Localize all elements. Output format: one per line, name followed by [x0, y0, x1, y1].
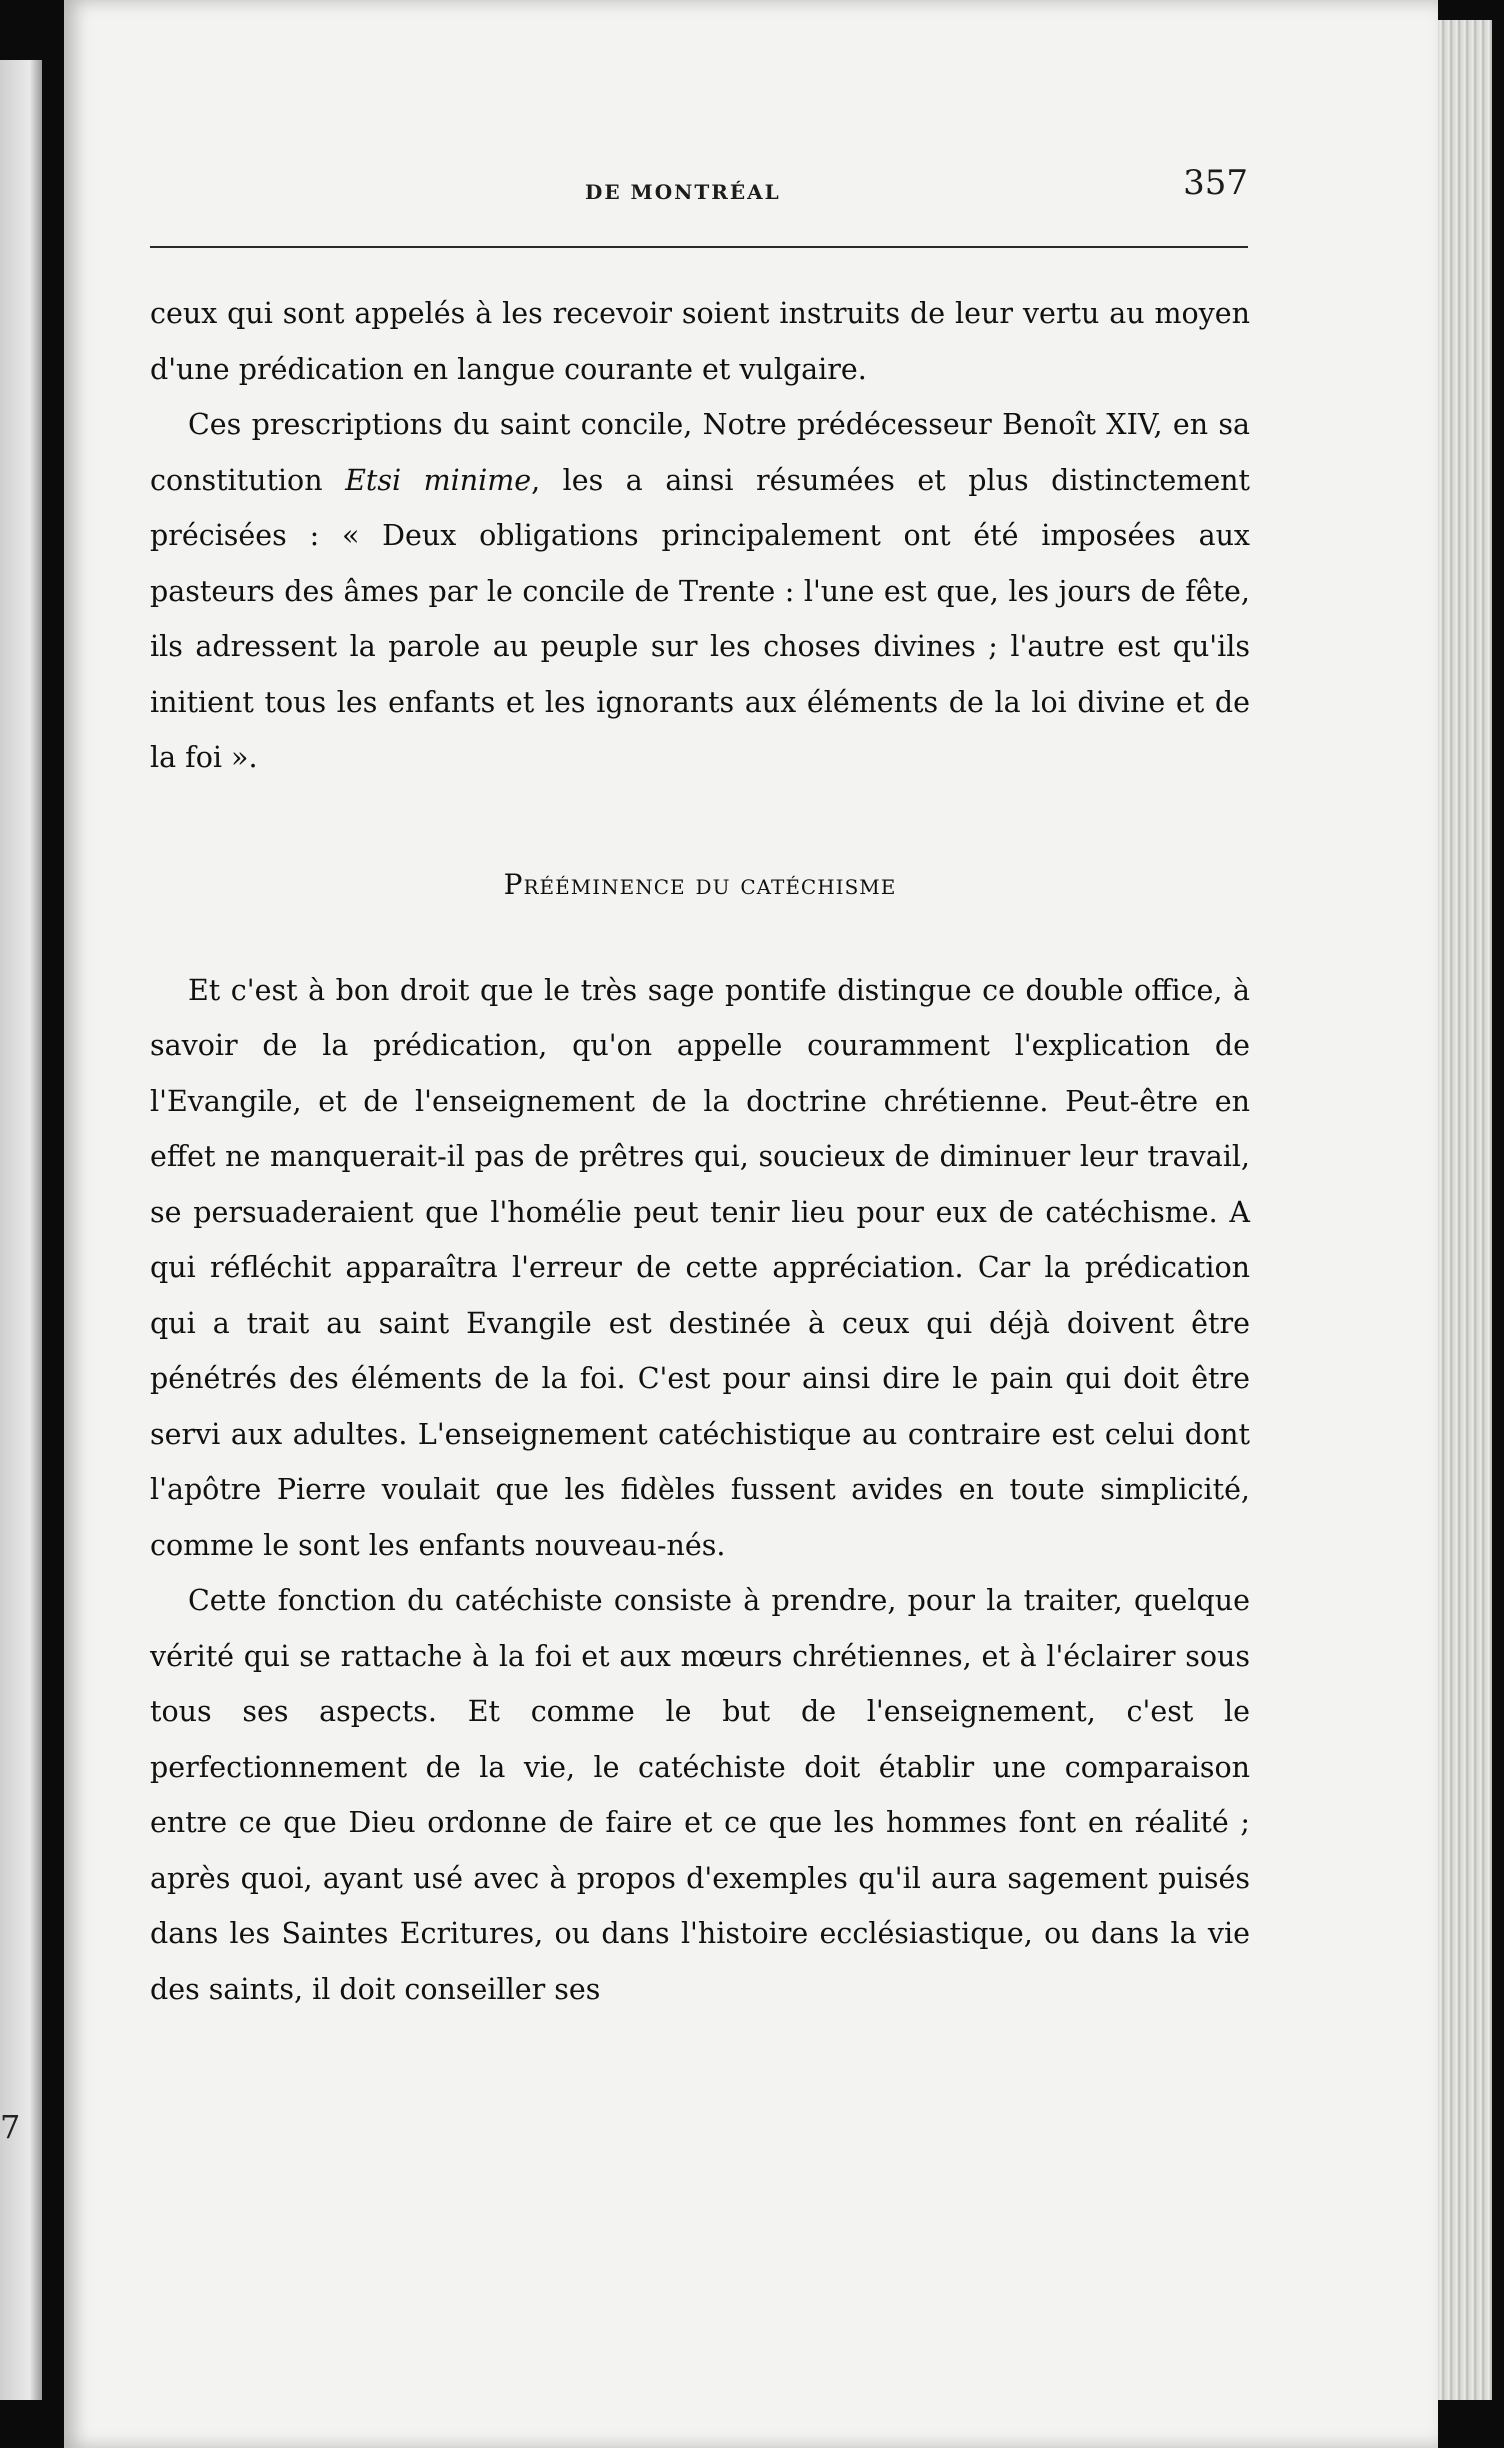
paragraph-4: Cette fonction du catéchiste consiste à prendre, pour la traiter, quelque vérité qui se rattache à la foi et aux mœurs chrétiennes, et à l'éclairer sous tous ses aspects. Et comme le but de l'enseignement, c'est le perfectionnement de la vie, le catéchiste doit établir une comparaison entre ce que Dieu ordonne de faire et ce que les hommes font en réalité ; après quoi, ayant usé avec à propos d'exemples qu'il aura sagement puisés dans les Saintes Ecritures, ou dans l'histoire ecclésiastique, ou dans la vie des saints, il doit conseiller ses: [150, 1584, 1250, 2006]
section-title: Prééminence du catéchisme: [503, 867, 897, 901]
previous-page-edge: [0, 60, 42, 2400]
cited-constitution-title: Etsi minime: [345, 463, 532, 497]
running-head: DE MONTRÉAL: [585, 180, 781, 204]
page-number: 357: [1183, 163, 1248, 203]
paragraph-1: ceux qui sont appelés à les recevoir soient instruits de leur vertu au moyen d'une prédication en langue courante et vulgaire.: [150, 297, 1250, 386]
paragraph-2-start: Ces prescriptions du saint concile, Notre prédécesseur Benoît XIV, en sa constitution: [150, 408, 1250, 497]
paragraph-3: Et c'est à bon droit que le très sage pontife distingue ce double office, à savoir de la prédication, qu'on appelle couramment l'explication de l'Evangile, et de l'enseignement de la doctrine chrétienne. Peut-être en effet ne manquerait-il pas de prêtres qui, soucieux de diminuer leur travail, se persuaderaient que l'homélie peut tenir lieu pour eux de catéchisme. A qui réfléchit apparaîtra l'erreur de cette appréciation. Car la prédication qui a trait au saint Evangile est destinée à ceux qui déjà doivent être pénétrés des éléments de la foi. C'est pour ainsi dire le pain qui doit être servi aux adultes. L'enseignement catéchistique au contraire est celui dont l'apôtre Pierre voulait que les fidèles fussent avides en toute simplicité, comme le sont les enfants nouveau-nés.: [150, 973, 1250, 1562]
header-rule: [150, 246, 1248, 248]
paragraph-2: [150, 397, 1250, 786]
previous-page-fragment: 7: [0, 2108, 21, 2146]
paragraph-2-end: , les a ainsi résumées et plus distinctement précisées : « Deux obligations principalement ont été imposées aux pasteurs des âmes par le concile de Trente : l'une est que, les jours de fête, ils adressent la parole au peuple sur les choses divines ; l'autre est qu'ils initient tous les enfants et les ignorants aux éléments de la loi divine et de la foi ».: [150, 463, 1250, 774]
body-text: [150, 286, 1250, 2017]
page-header: [150, 160, 1248, 210]
page-stack-edges: [1438, 20, 1492, 2400]
